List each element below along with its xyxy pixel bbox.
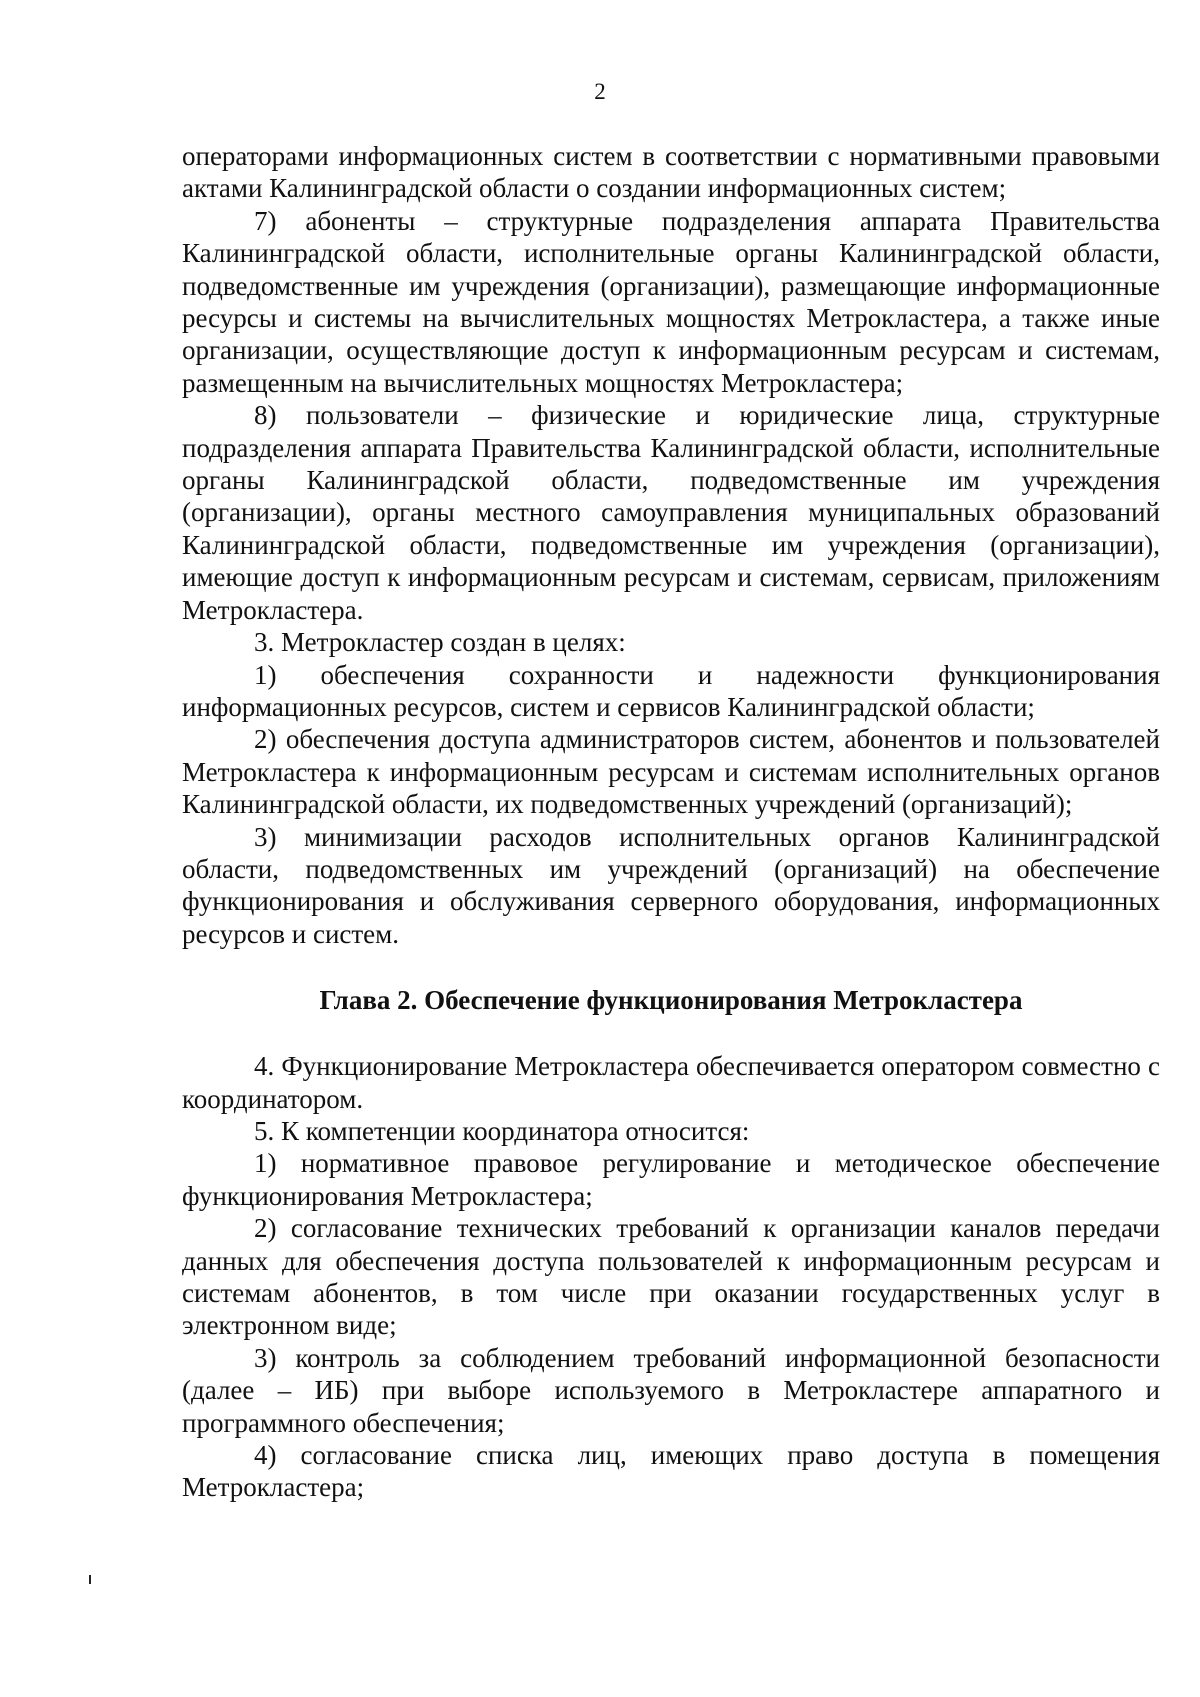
paragraph-section-3: 3. Метрокластер создан в целях: xyxy=(254,627,626,658)
paragraph-item-7-subscribers: 7) абоненты – структурные подразделения аппарата Правительства Калининградской области, исполнительные органы Калининградской области, подведомственные им учреждения (организации), размещающие информационные ресурсы и системы на вычислительных мощностях Метрокластера, а также иные организации, осуществляющие доступ к информационным ресурсам и системам, размещенным на вычислительных мощностях Метрокластера; xyxy=(182,205,1160,398)
paragraph-goal-2: 2) обеспечения доступа администраторов систем, абонентов и пользователей Метрокластера к информационным ресурсам и системам исполнительных органов Калининградской области, их подведомственных учреждений (организаций); xyxy=(182,724,1160,820)
scan-margin-mark xyxy=(89,1575,91,1584)
paragraph-section-5: 5. К компетенции координатора относится: xyxy=(254,1115,750,1146)
paragraph-goal-1: 1) обеспечения сохранности и надежности функционирования информационных ресурсов, систем и сервисов Калининградской области; xyxy=(182,659,1160,722)
chapter-heading: Глава 2. Обеспечение функционирования Метрокластера xyxy=(319,985,1023,1016)
paragraph-goal-3: 3) минимизации расходов исполнительных органов Калининградской области, подведомственных им учреждений (организаций) на обеспечение функционирования и обслуживания серверного оборудования, информационных ресурсов и систем. xyxy=(182,821,1160,949)
paragraph-section-4: 4. Функционирование Метрокластера обеспечивается оператором совместно с координатором. xyxy=(182,1051,1160,1114)
paragraph-competence-2: 2) согласование технических требований к организации каналов передачи данных для обеспечения доступа пользователей к информационным ресурсам и системам абонентов, в том числе при оказании государственных услуг в электронном виде; xyxy=(182,1213,1160,1341)
paragraph-item-8-users: 8) пользователи – физические и юридические лица, структурные подразделения аппарата Правительства Калининградской области, исполнительные органы Калининградской области, подведомственные им учреждения (организации), органы местного самоуправления муниципальных образований Калининградской области, подведомственные им учреждения (организации), имеющие доступ к информационным ресурсам и системам, сервисам, приложениям Метрокластера. xyxy=(182,400,1160,625)
page-number: 2 xyxy=(594,79,606,104)
paragraph-continuation: операторами информационных систем в соответствии с нормативными правовыми актами Калининградской области о создании информационных систем; xyxy=(182,141,1160,204)
paragraph-competence-4: 4) согласование списка лиц, имеющих право доступа в помещения Метрокластера; xyxy=(182,1440,1160,1503)
paragraph-competence-3: 3) контроль за соблюдением требований информационной безопасности (далее – ИБ) при выборе используемого в Метрокластере аппаратного и программного обеспечения; xyxy=(182,1342,1160,1438)
paragraph-competence-1: 1) нормативное правовое регулирование и методическое обеспечение функционирования Метрокластера; xyxy=(182,1148,1160,1211)
document-body xyxy=(182,140,1160,1504)
